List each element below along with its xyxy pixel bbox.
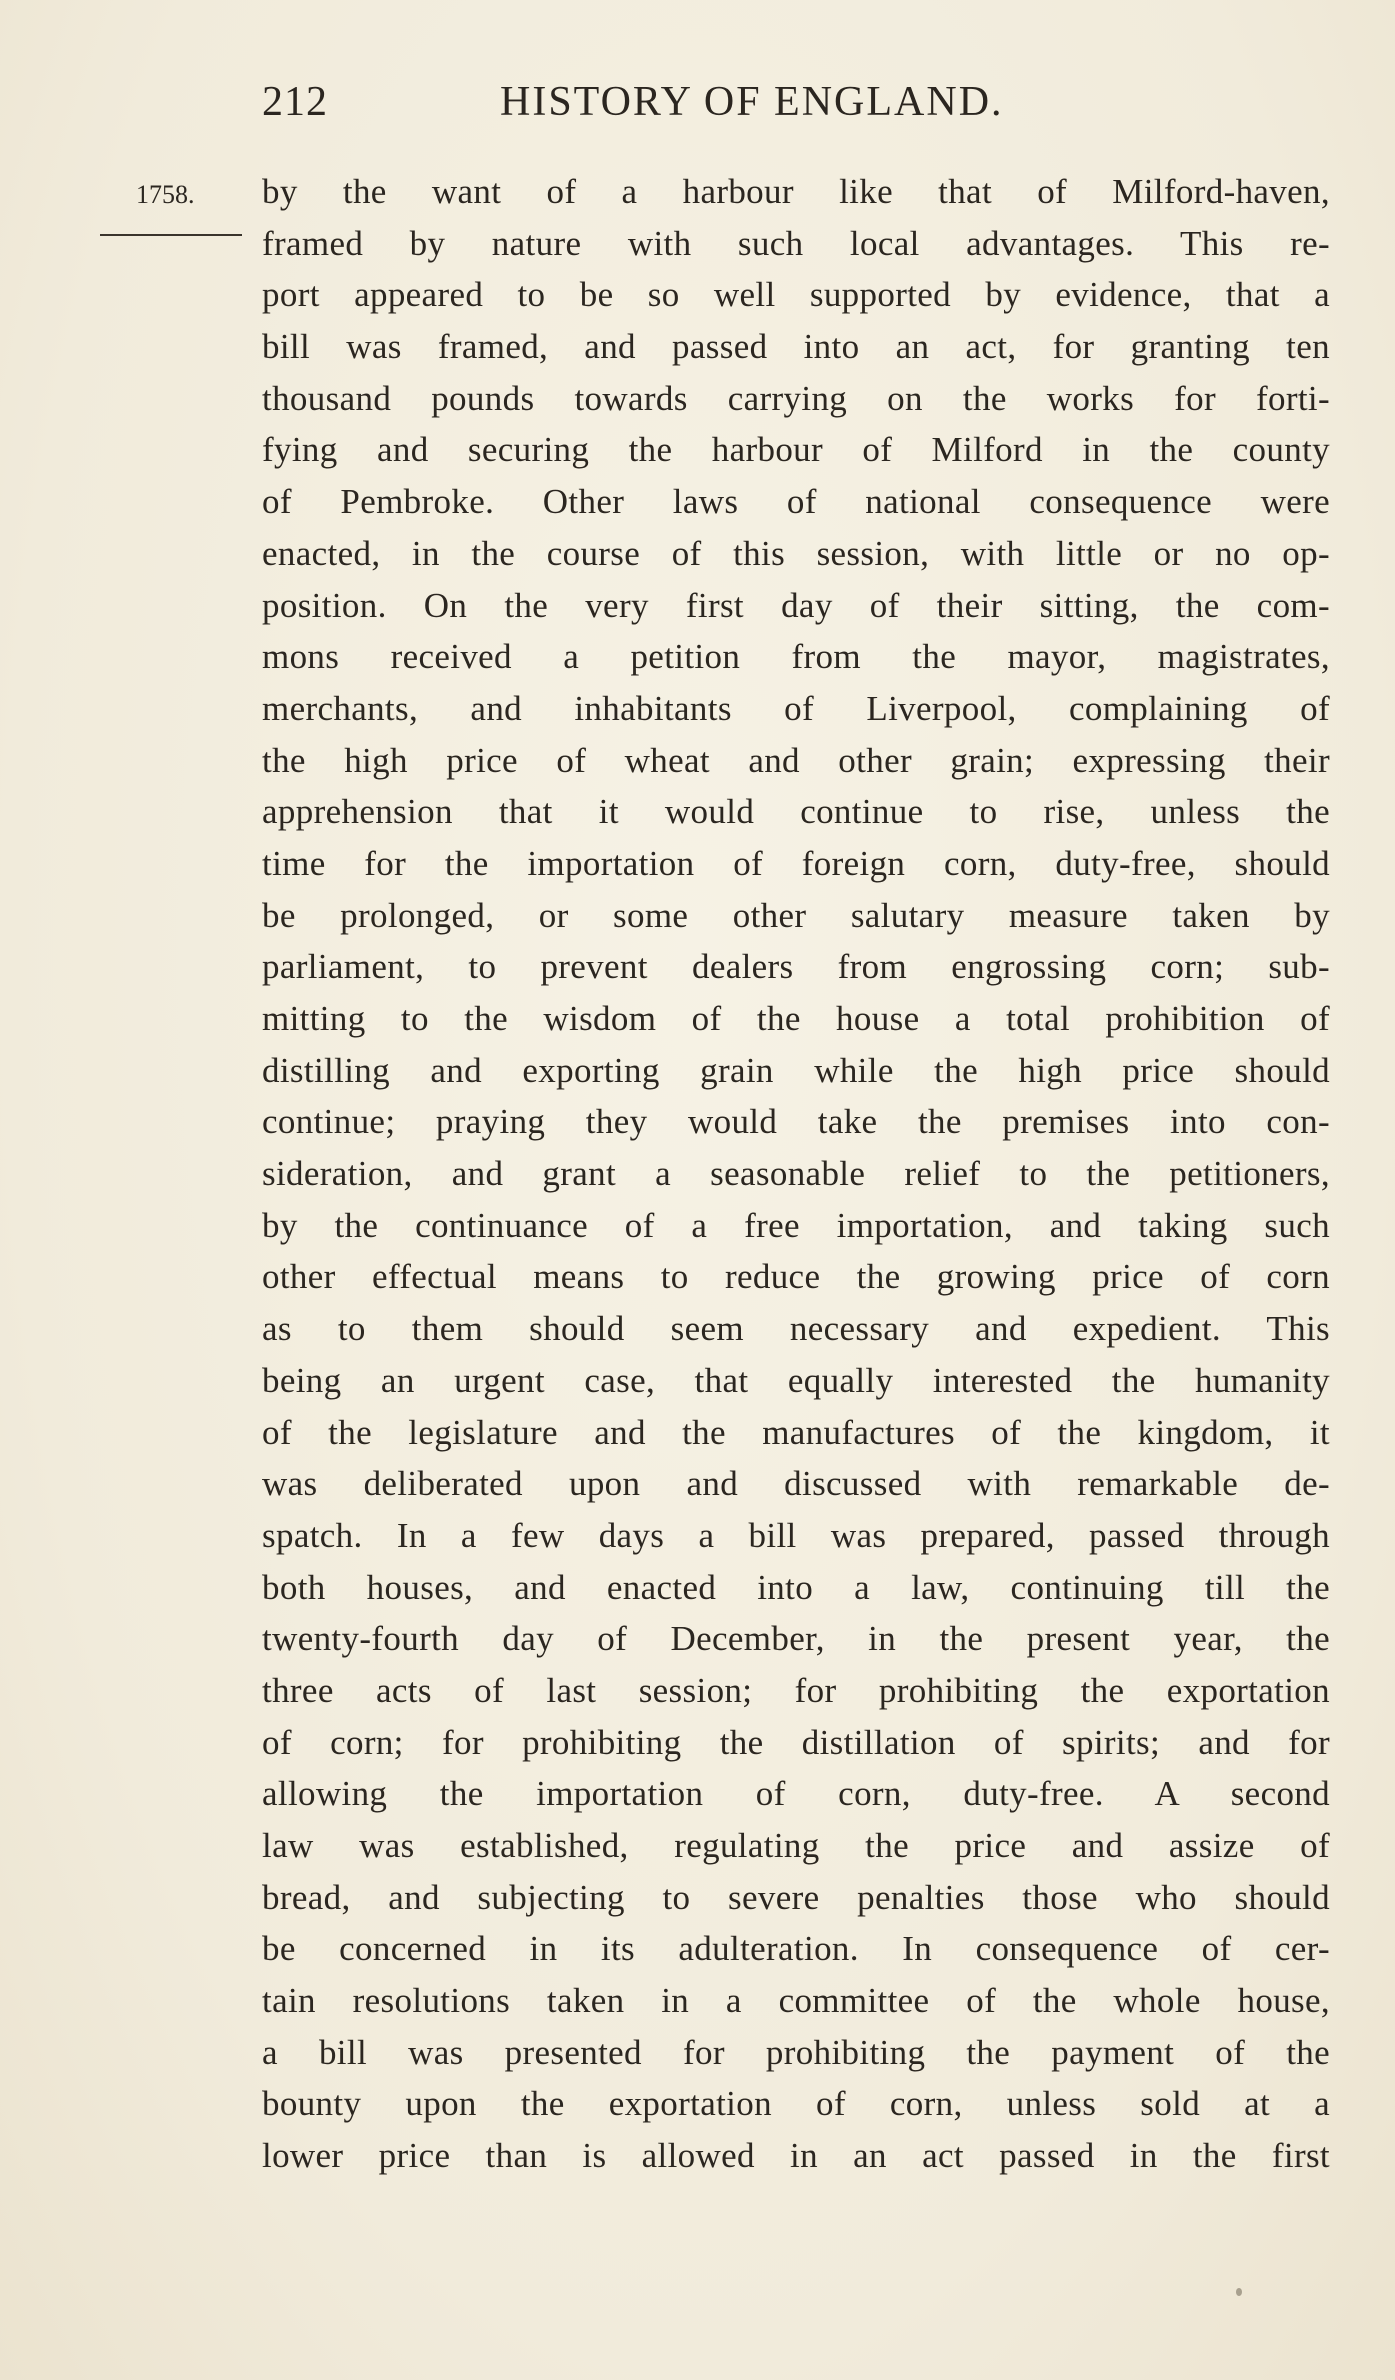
text-line: spatch. In a few days a bill was prepared, passed through xyxy=(262,1515,1330,1555)
text-line: fying and securing the harbour of Milford in the county xyxy=(262,430,1330,470)
text-line: of the legislature and the manufactures of the kingdom, it xyxy=(262,1412,1330,1452)
text-line: three acts of last session; for prohibiting the exportation xyxy=(262,1670,1330,1710)
text-line: being an urgent case, that equally interested the humanity xyxy=(262,1360,1330,1400)
text-line: position. On the very first day of their sitting, the com- xyxy=(262,585,1330,625)
text-line: by the want of a harbour like that of Milford-haven, xyxy=(262,172,1330,211)
text-line: mons received a petition from the mayor, magistrates, xyxy=(262,637,1330,677)
text-line: bounty upon the exportation of corn, unless sold at a xyxy=(262,2084,1330,2124)
text-line: be prolonged, or some other salutary measure taken by xyxy=(262,895,1330,935)
margin-rule xyxy=(100,234,242,236)
text-line: port appeared to be so well supported by evidence, that a xyxy=(262,275,1330,315)
text-line: thousand pounds towards carrying on the works for forti- xyxy=(262,378,1330,418)
text-line: parliament, to prevent dealers from engrossing corn; sub- xyxy=(262,947,1330,987)
text-line: allowing the importation of corn, duty-free. A second xyxy=(262,1774,1330,1814)
text-line: other effectual means to reduce the growing price of corn xyxy=(262,1257,1330,1297)
paper-speck xyxy=(1236,2288,1242,2296)
text-line: lower price than is allowed in an act passed in the first xyxy=(262,2136,1330,2176)
body-text xyxy=(262,166,1330,2182)
text-line: of corn; for prohibiting the distillation of spirits; and for xyxy=(262,1722,1330,1762)
text-line: time for the importation of foreign corn, duty-free, should xyxy=(262,843,1330,883)
text-line: as to them should seem necessary and expedient. This xyxy=(262,1309,1330,1349)
text-line: both houses, and enacted into a law, continuing till the xyxy=(262,1567,1330,1607)
text-line: distilling and exporting grain while the high price should xyxy=(262,1050,1330,1090)
margin-year-note: 1758. xyxy=(136,180,195,209)
text-line: framed by nature with such local advantages. This re- xyxy=(262,223,1330,263)
text-line: tain resolutions taken in a committee of the whole house, xyxy=(262,1981,1330,2021)
text-line: was deliberated upon and discussed with remarkable de- xyxy=(262,1464,1330,1504)
text-line: a bill was presented for prohibiting the payment of the xyxy=(262,2032,1330,2072)
text-line: twenty-fourth day of December, in the present year, the xyxy=(262,1619,1330,1659)
text-line: bread, and subjecting to severe penalties those who should xyxy=(262,1877,1330,1917)
text-line: be concerned in its adulteration. In consequence of cer- xyxy=(262,1929,1330,1969)
page-header xyxy=(262,78,1102,138)
text-line: bill was framed, and passed into an act, for granting ten xyxy=(262,327,1330,367)
text-line: sideration, and grant a seasonable relief to the petitioners, xyxy=(262,1154,1330,1194)
text-line: merchants, and inhabitants of Liverpool, complaining of xyxy=(262,688,1330,728)
page-number: 212 xyxy=(262,79,328,125)
text-line: law was established, regulating the price and assize of xyxy=(262,1826,1330,1865)
running-title: HISTORY OF ENGLAND. xyxy=(500,79,1004,125)
text-line: by the continuance of a free importation, and taking such xyxy=(262,1205,1330,1245)
text-line: of Pembroke. Other laws of national consequence were xyxy=(262,482,1330,522)
text-line: apprehension that it would continue to rise, unless the xyxy=(262,792,1330,832)
text-line: mitting to the wisdom of the house a total prohibition of xyxy=(262,999,1330,1038)
text-line: continue; praying they would take the premises into con- xyxy=(262,1102,1330,1142)
text-line: enacted, in the course of this session, with little or no op- xyxy=(262,533,1330,573)
text-line: the high price of wheat and other grain; expressing their xyxy=(262,740,1330,780)
